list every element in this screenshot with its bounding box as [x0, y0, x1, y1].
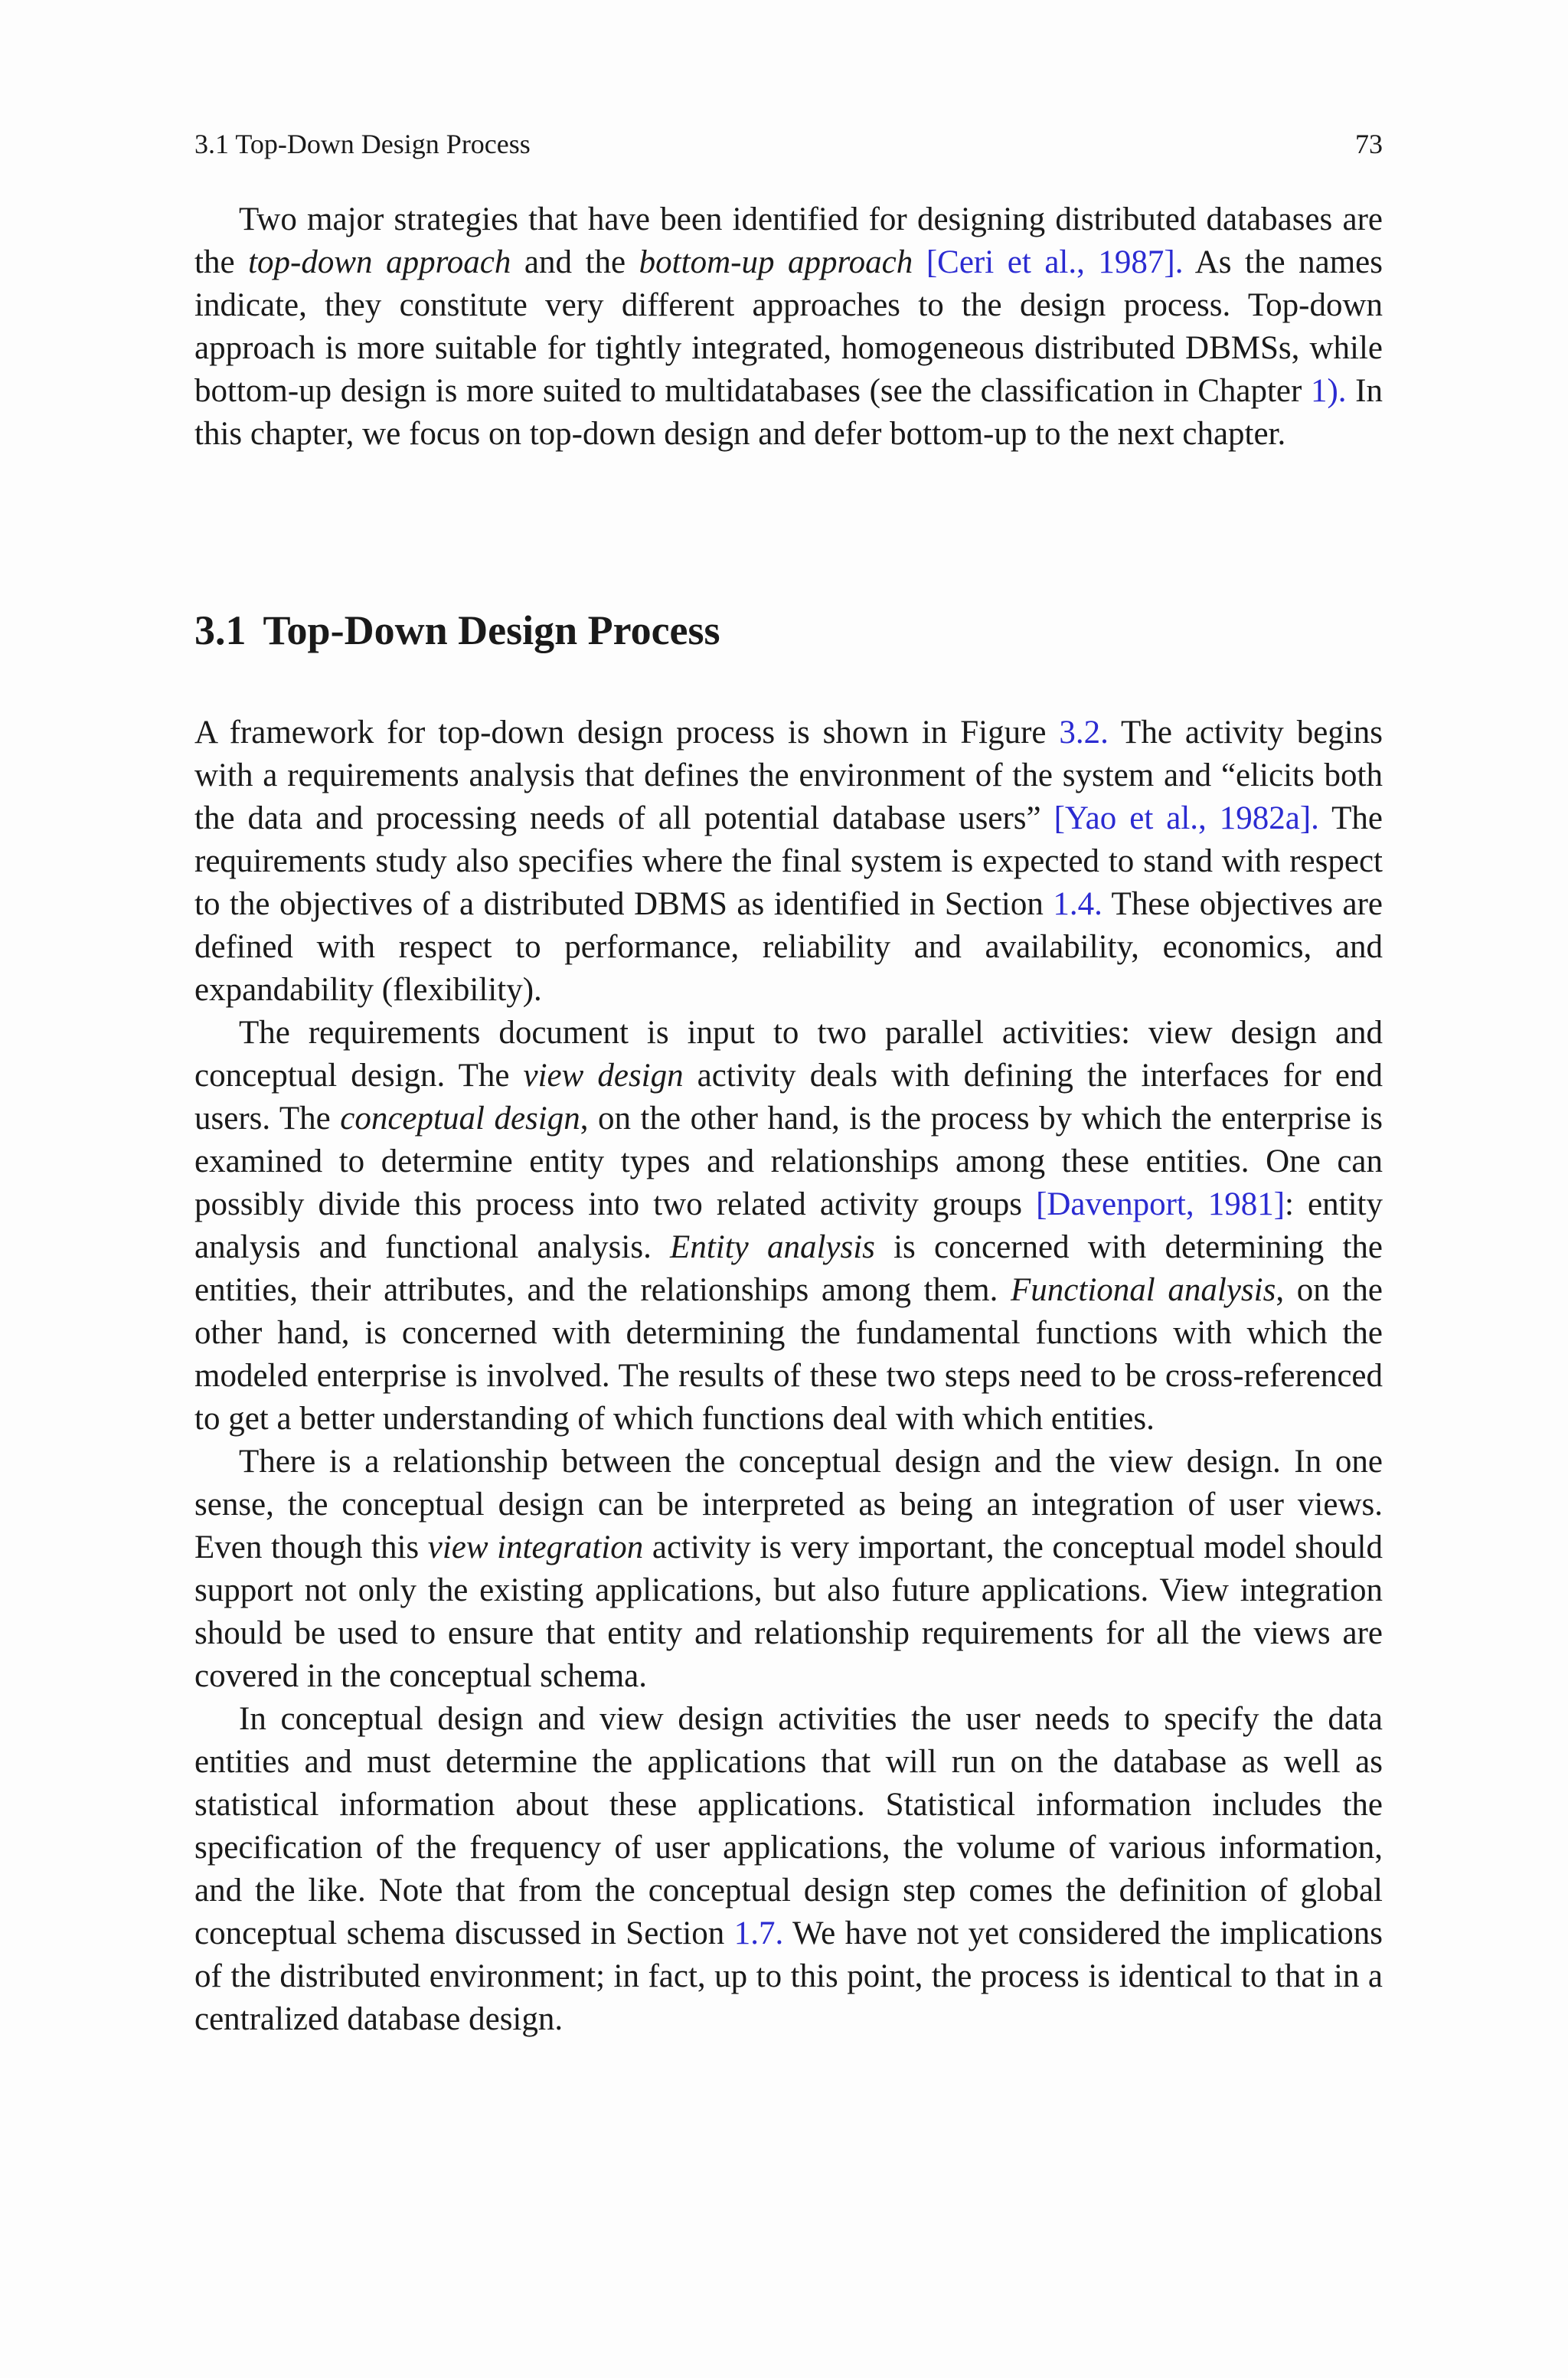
- intro-paragraph: Two major strategies that have been identified for designing distributed databases are the top-down approach and the bottom-up approach [Ceri et al., 1987]. As the names indicate, they constitute very different approaches to the design process. Top-down approach is more suitable for tightly integrated, homogeneous distributed DBMSs, while bottom-up design is more suited to multidatabases (see the classification in Chapter 1). In this chapter, we focus on top-down design and defer bottom-up to the next chapter.: [194, 201, 1383, 452]
- page-number: 73: [1355, 129, 1383, 159]
- term-conceptual-design: conceptual design: [340, 1101, 580, 1137]
- term-view-design: view design: [523, 1058, 684, 1094]
- section-1-4-link[interactable]: 1.4.: [1053, 886, 1102, 922]
- paragraph-3: There is a relationship between the conceptual design and the view design. In one sense, the conceptual design can be interpreted as being an integration of user views. Even though this view integration activity is very important, the conceptual model should support not only the existing applications, but also future applications. View integration should be used to ensure that entity and relationship requirements for all the views are covered in the conceptual schema.: [194, 1444, 1383, 1694]
- section-title: Top-Down Design Process: [263, 607, 720, 653]
- section-1-7-link[interactable]: 1.7.: [733, 1915, 784, 1951]
- section-number: 3.1: [194, 607, 247, 653]
- term-top-down-approach: top-down approach: [248, 244, 511, 280]
- term-view-integration: view integration: [427, 1529, 644, 1565]
- paragraph-4: In conceptual design and view design activities the user needs to specify the data entities and must determine the applications that will run on the database as well as statistical information about these applications. Statistical information includes the specification of the frequency of user applications, the volume of various information, and the like. Note that from the conceptual design step comes the definition of global conceptual schema discussed in Section 1.7. We have not yet considered the implications of the distributed environment; in fact, up to this point, the process is identical to that in a centralized database design.: [194, 1701, 1383, 2037]
- intro-block: [194, 198, 1383, 456]
- running-head-section: 3.1 Top-Down Design Process: [194, 129, 531, 159]
- term-entity-analysis: Entity analysis: [670, 1229, 875, 1265]
- citation-davenport-1981[interactable]: [Davenport, 1981]: [1036, 1186, 1285, 1222]
- paragraph-1: A framework for top-down design process is shown in Figure 3.2. The activity begins with a requirements analysis that defines the environment of the system and “elicits both the data and processing needs of all potential database users” [Yao et al., 1982a]. The requirements study also specifies where the final system is expected to stand with respect to the objectives of a distributed DBMS as identified in Section 1.4. These objectives are defined with respect to performance, reliability and availability, economics, and expandability (flexibility).: [194, 715, 1383, 1008]
- term-functional-analysis: Functional analysis: [1011, 1272, 1276, 1308]
- citation-yao-1982a[interactable]: [Yao et al., 1982a].: [1054, 800, 1319, 836]
- section-heading: [194, 605, 720, 656]
- paragraph-2: The requirements document is input to two parallel activities: view design and conceptual design. The view design activity deals with defining the interfaces for end users. The conceptual design, on the other hand, is the process by which the enterprise is examined to determine entity types and relationships among these entities. One can possibly divide this process into two related activity groups [Davenport, 1981]: entity analysis and functional analysis. Entity analysis is concerned with determining the entities, their attributes, and the relationships among them. Functional analysis, on the other hand, is concerned with determining the fundamental functions with which the modeled enterprise is involved. The results of these two steps need to be cross-referenced to get a better understanding of which functions deal with which entities.: [194, 1015, 1383, 1437]
- citation-ceri-1987[interactable]: [Ceri et al., 1987].: [926, 244, 1184, 280]
- chapter-1-link[interactable]: 1).: [1310, 373, 1347, 409]
- section-body: [194, 711, 1383, 2041]
- figure-3-2-link[interactable]: 3.2.: [1059, 715, 1109, 751]
- term-bottom-up-approach: bottom-up approach: [639, 244, 913, 280]
